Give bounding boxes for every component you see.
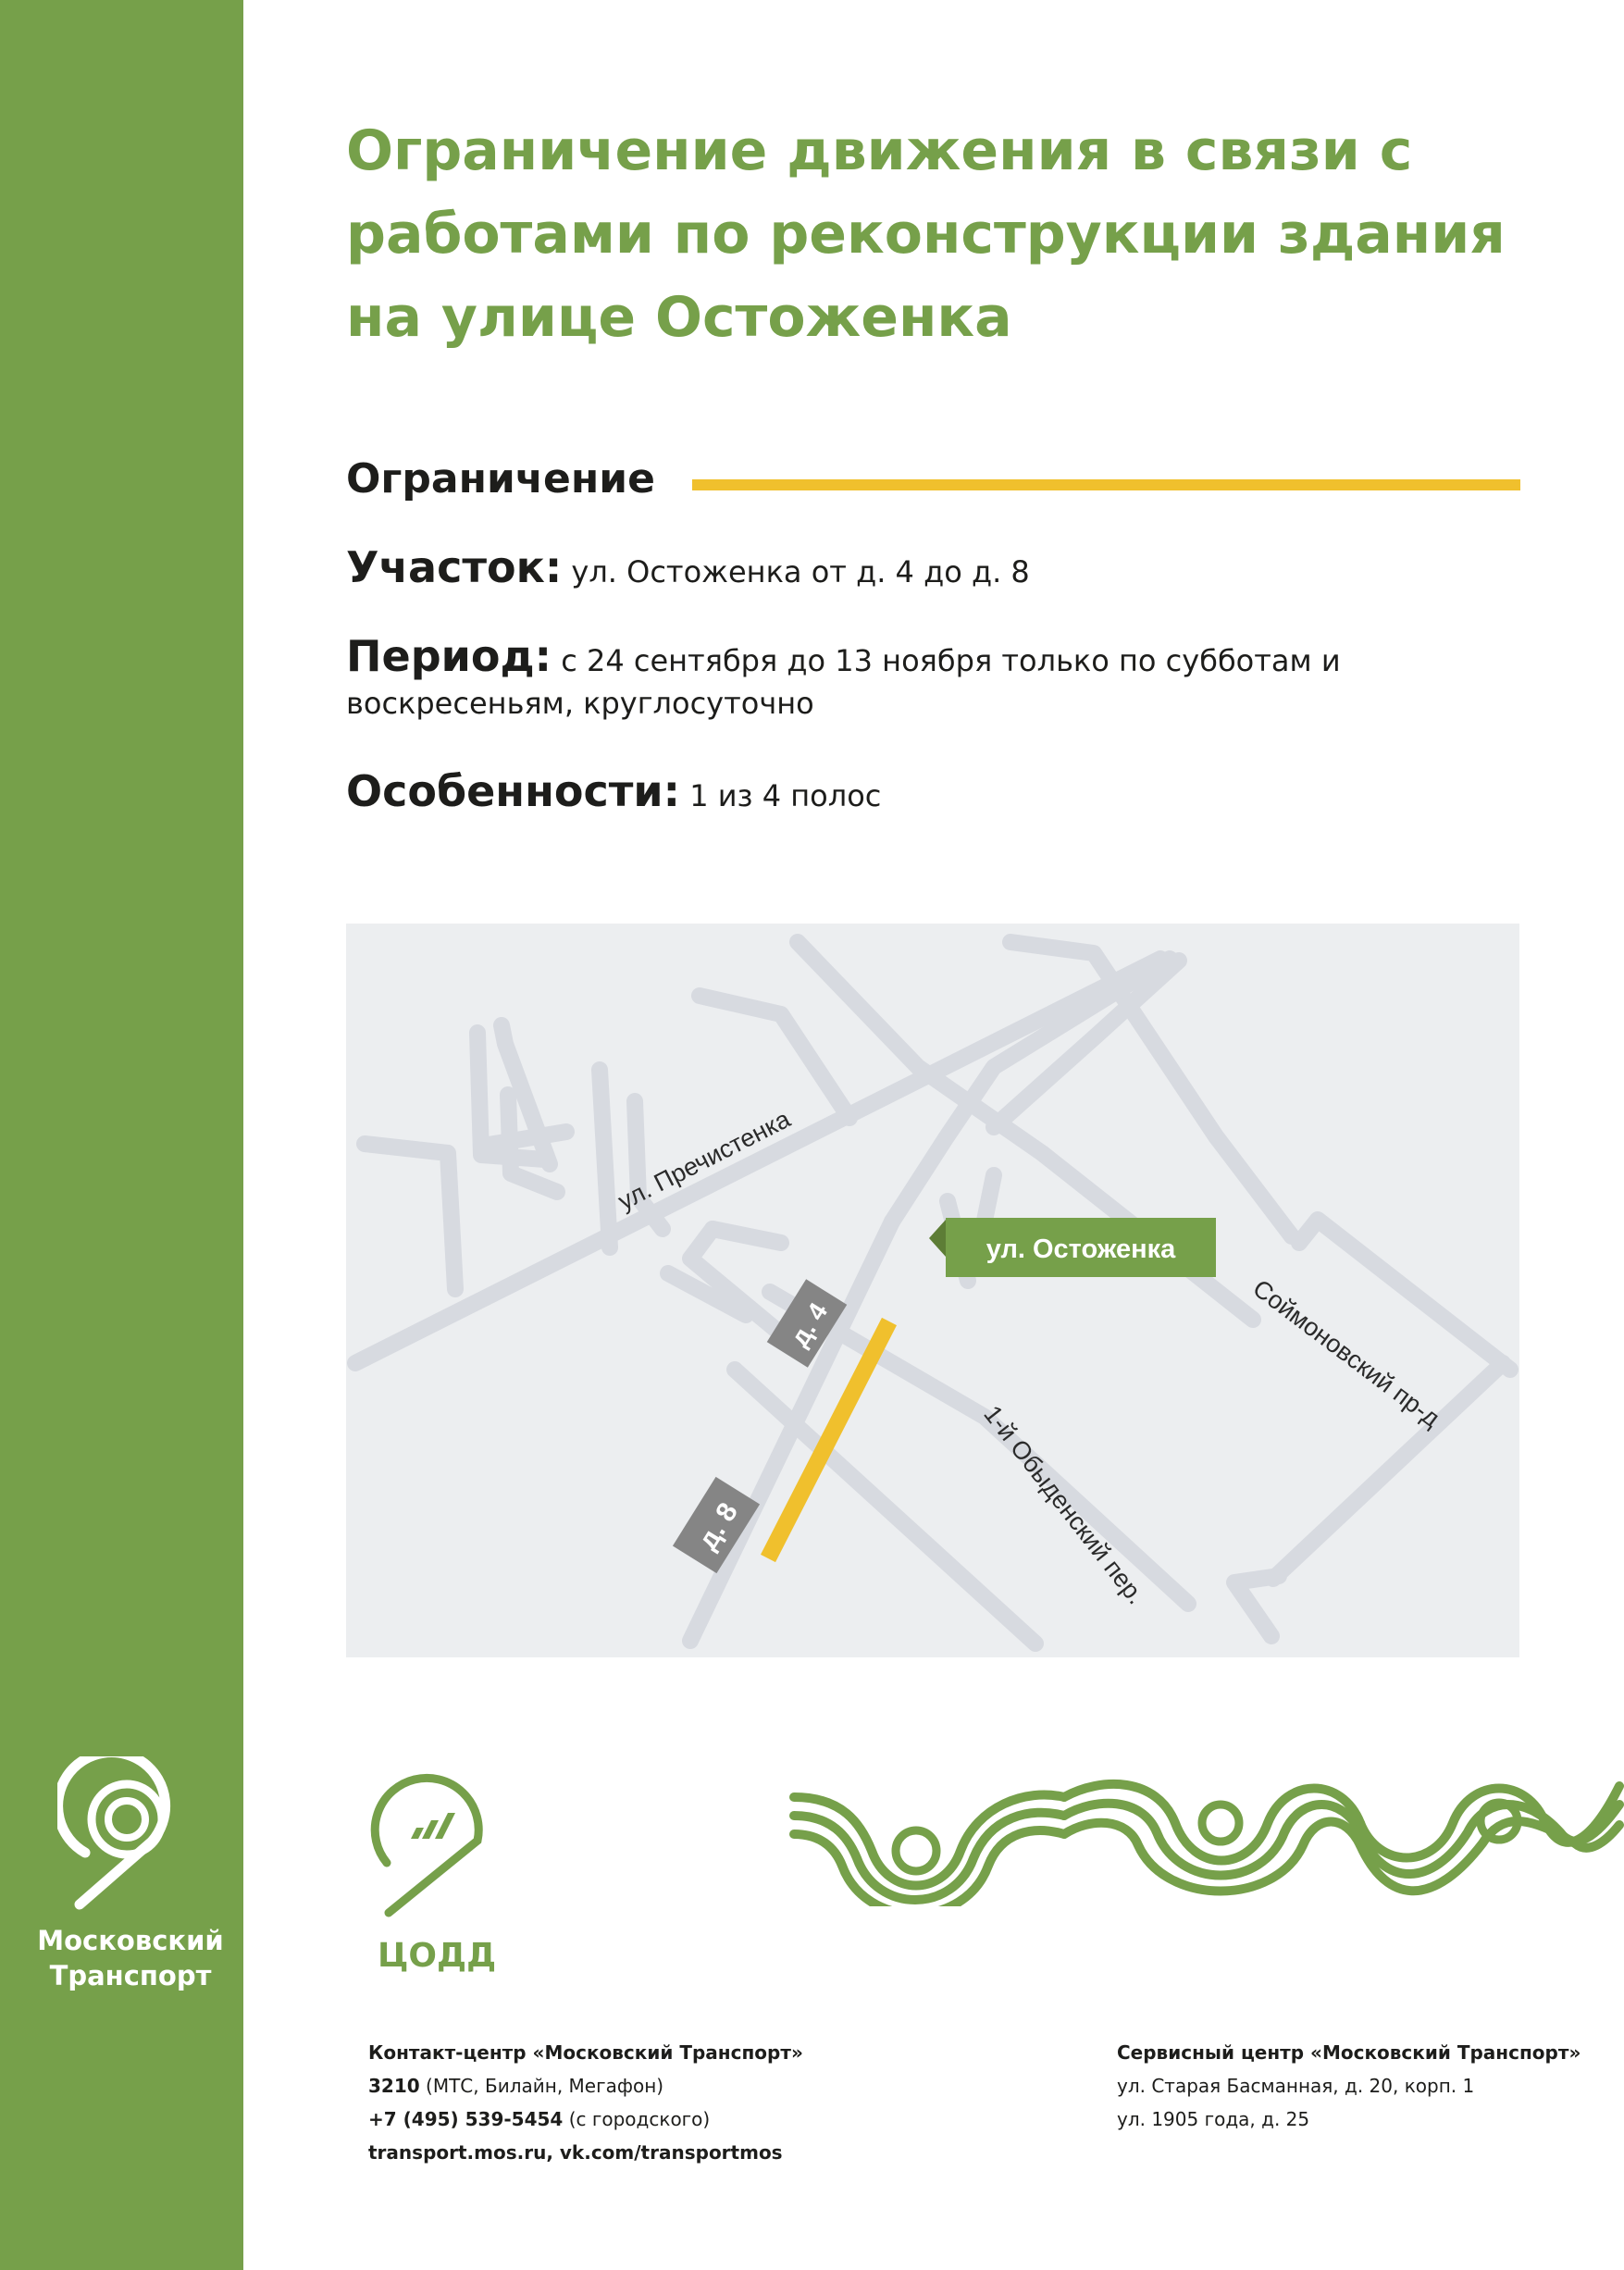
contact-phone: +7 (495) 539-5454	[368, 2108, 564, 2130]
period-value-line1: с 24 сентября до 13 ноября только по субботам и	[561, 643, 1341, 678]
street-obydensky-label: 1-й Обыденский пер.	[978, 1400, 1151, 1610]
contact-phone-note: (с городского)	[563, 2108, 711, 2130]
service-center-block	[1117, 2036, 1598, 2136]
contact-phone-line	[368, 2103, 886, 2136]
brand-name-line2: Транспорт	[49, 1960, 212, 1991]
field-features	[346, 766, 1410, 817]
street-map	[346, 924, 1519, 1657]
sidebar	[0, 0, 243, 2270]
house-8-marker	[673, 1477, 760, 1573]
contact-center-title: Контакт-центр «Московский Транспорт»	[368, 2041, 803, 2064]
house-4-label: д. 4	[785, 1297, 834, 1352]
section-heading: Ограничение	[346, 455, 655, 502]
title-line2: работами по реконструкции здания	[346, 202, 1506, 267]
street-soymonovsky-label: Соймоновский пр-д	[1247, 1273, 1445, 1433]
contact-short-number-note: (МТС, Билайн, Мегафон)	[419, 2075, 664, 2097]
road-section-value: ул. Остоженка от д. 4 до д. 8	[571, 554, 1030, 589]
codd-logo-icon	[363, 1763, 507, 1926]
map-canvas	[346, 924, 1519, 1657]
map-roads	[346, 924, 1510, 1644]
street-prechistenka-label: ул. Пречистенка	[614, 1104, 795, 1216]
period-label: Период:	[346, 631, 552, 681]
section-divider	[692, 479, 1520, 490]
title-line1: Ограничение движения в связи с	[346, 118, 1413, 183]
service-center-address2: ул. 1905 года, д. 25	[1117, 2108, 1310, 2130]
moscow-transport-logo-icon	[57, 1756, 196, 1923]
contact-short-number: 3210	[368, 2075, 420, 2097]
moscow-transport-wordmark	[33, 1923, 228, 1993]
codd-wordmark: ЦОДД	[378, 1937, 497, 1975]
contact-center-block	[368, 2036, 886, 2169]
features-label: Особенности:	[346, 766, 681, 816]
contact-links: transport.mos.ru, vk.com/transportmos	[368, 2141, 783, 2164]
street-ostozhenka-callout	[929, 1218, 1216, 1277]
period-value-line2: воскресеньям, круглосуточно	[346, 686, 814, 721]
road-section-label: Участок:	[346, 542, 563, 592]
service-center-address1: ул. Старая Басманная, д. 20, корп. 1	[1117, 2075, 1475, 2097]
title-line3: на улице Остоженка	[346, 285, 1012, 350]
service-center-title: Сервисный центр «Московский Транспорт»	[1117, 2041, 1581, 2064]
page-title	[346, 109, 1549, 359]
contact-short-number-line	[368, 2069, 886, 2103]
street-ostozhenka-label: ул. Остоженка	[986, 1234, 1176, 1264]
wave-ornament	[787, 1758, 1624, 1906]
field-road-section	[346, 542, 1410, 593]
field-period	[346, 631, 1410, 725]
house-8-label: д. 8	[692, 1497, 744, 1556]
brand-name-line1: Московский	[37, 1925, 224, 1956]
features-value: 1 из 4 полос	[689, 778, 882, 813]
